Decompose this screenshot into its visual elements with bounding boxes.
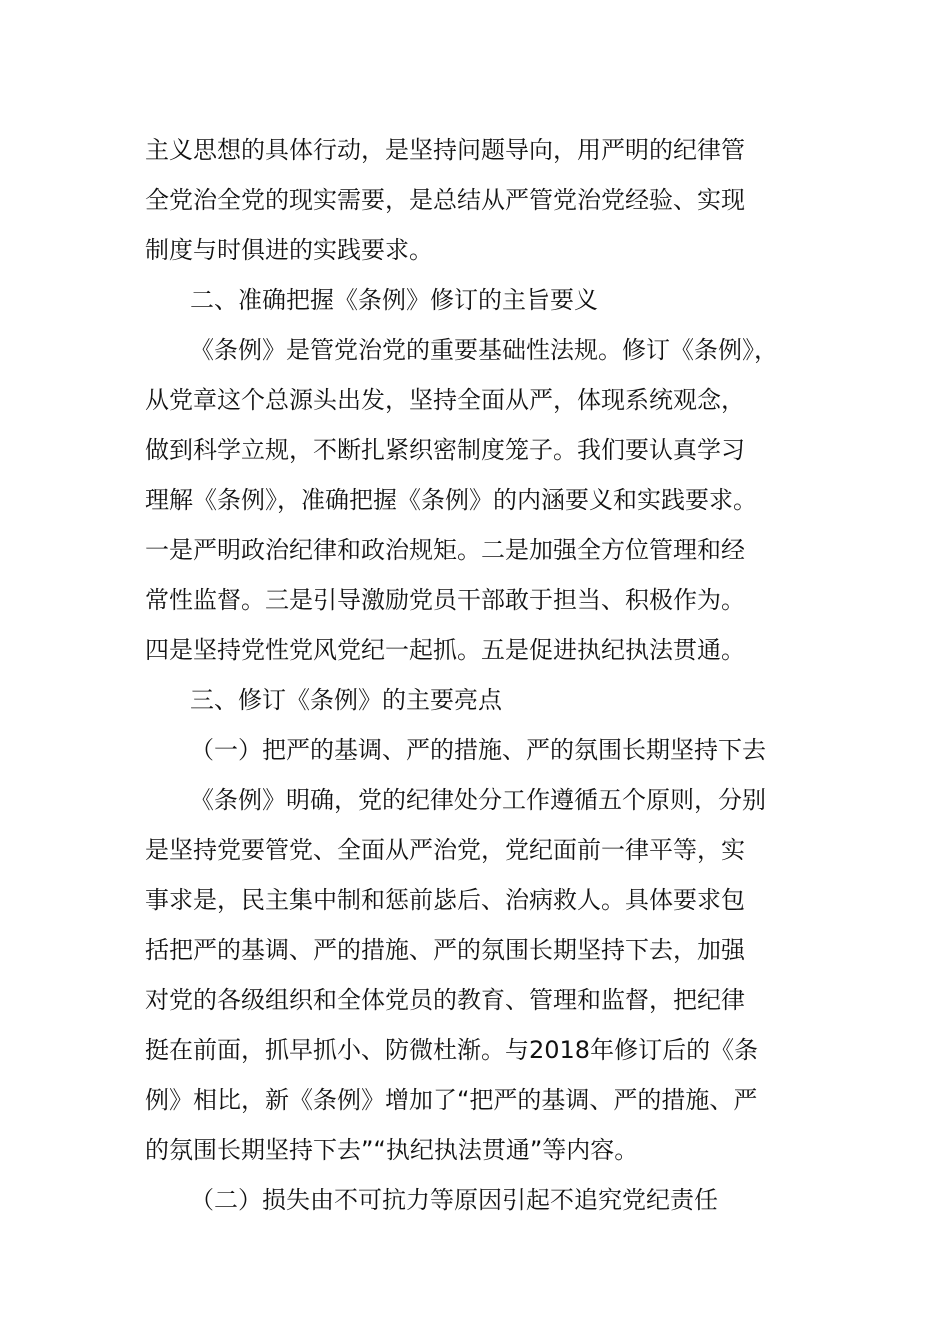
text-line-3: 制度与时俱进的实践要求。 <box>145 236 433 264</box>
text-line-21: 的氛围长期坚持下去”“执纪执法贯通”等内容。 <box>145 1136 639 1164</box>
text-line-14: 《条例》明确，党的纪律处分工作遵循五个原则，分别 <box>190 786 766 814</box>
text-line-18: 对党的各级组织和全体党员的教育、管理和监督，把纪律 <box>145 986 745 1014</box>
section-heading-3: 三、修订《条例》的主要亮点 <box>190 686 502 714</box>
subsection-heading-1: （一）把严的基调、严的措施、严的氛围长期坚持下去 <box>190 736 766 764</box>
text-line-19: 挺在前面，抓早抓小、防微杜渐。与2018年修订后的《条 <box>145 1036 759 1064</box>
text-line-10: 常性监督。三是引导激励党员干部敢于担当、积极作为。 <box>145 586 745 614</box>
text-line-11: 四是坚持党性党风党纪一起抓。五是促进执纪执法贯通。 <box>145 636 745 664</box>
text-line-16: 事求是，民主集中制和惩前毖后、治病救人。具体要求包 <box>145 886 745 914</box>
text-line-20: 例》相比，新《条例》增加了“把严的基调、严的措施、严 <box>145 1086 758 1114</box>
text-line-9: 一是严明政治纪律和政治规矩。二是加强全方位管理和经 <box>145 536 745 564</box>
text-line-7: 做到科学立规，不断扎紧织密制度笼子。我们要认真学习 <box>145 436 745 464</box>
section-heading-2: 二、准确把握《条例》修订的主旨要义 <box>190 286 598 314</box>
text-line-8: 理解《条例》，准确把握《条例》的内涵要义和实践要求。 <box>145 486 757 514</box>
text-line-1: 主义思想的具体行动，是坚持问题导向，用严明的纪律管 <box>145 136 745 164</box>
text-line-2: 全党治全党的现实需要，是总结从严管党治党经验、实现 <box>145 186 745 214</box>
text-line-5: 《条例》是管党治党的重要基础性法规。修订《条例》， <box>190 336 778 364</box>
text-line-17: 括把严的基调、严的措施、严的氛围长期坚持下去，加强 <box>145 936 745 964</box>
text-line-15: 是坚持党要管党、全面从严治党，党纪面前一律平等，实 <box>145 836 745 864</box>
subsection-heading-2: （二）损失由不可抗力等原因引起不追究党纪责任 <box>190 1186 718 1214</box>
text-line-6: 从党章这个总源头出发，坚持全面从严，体现系统观念， <box>145 386 745 414</box>
